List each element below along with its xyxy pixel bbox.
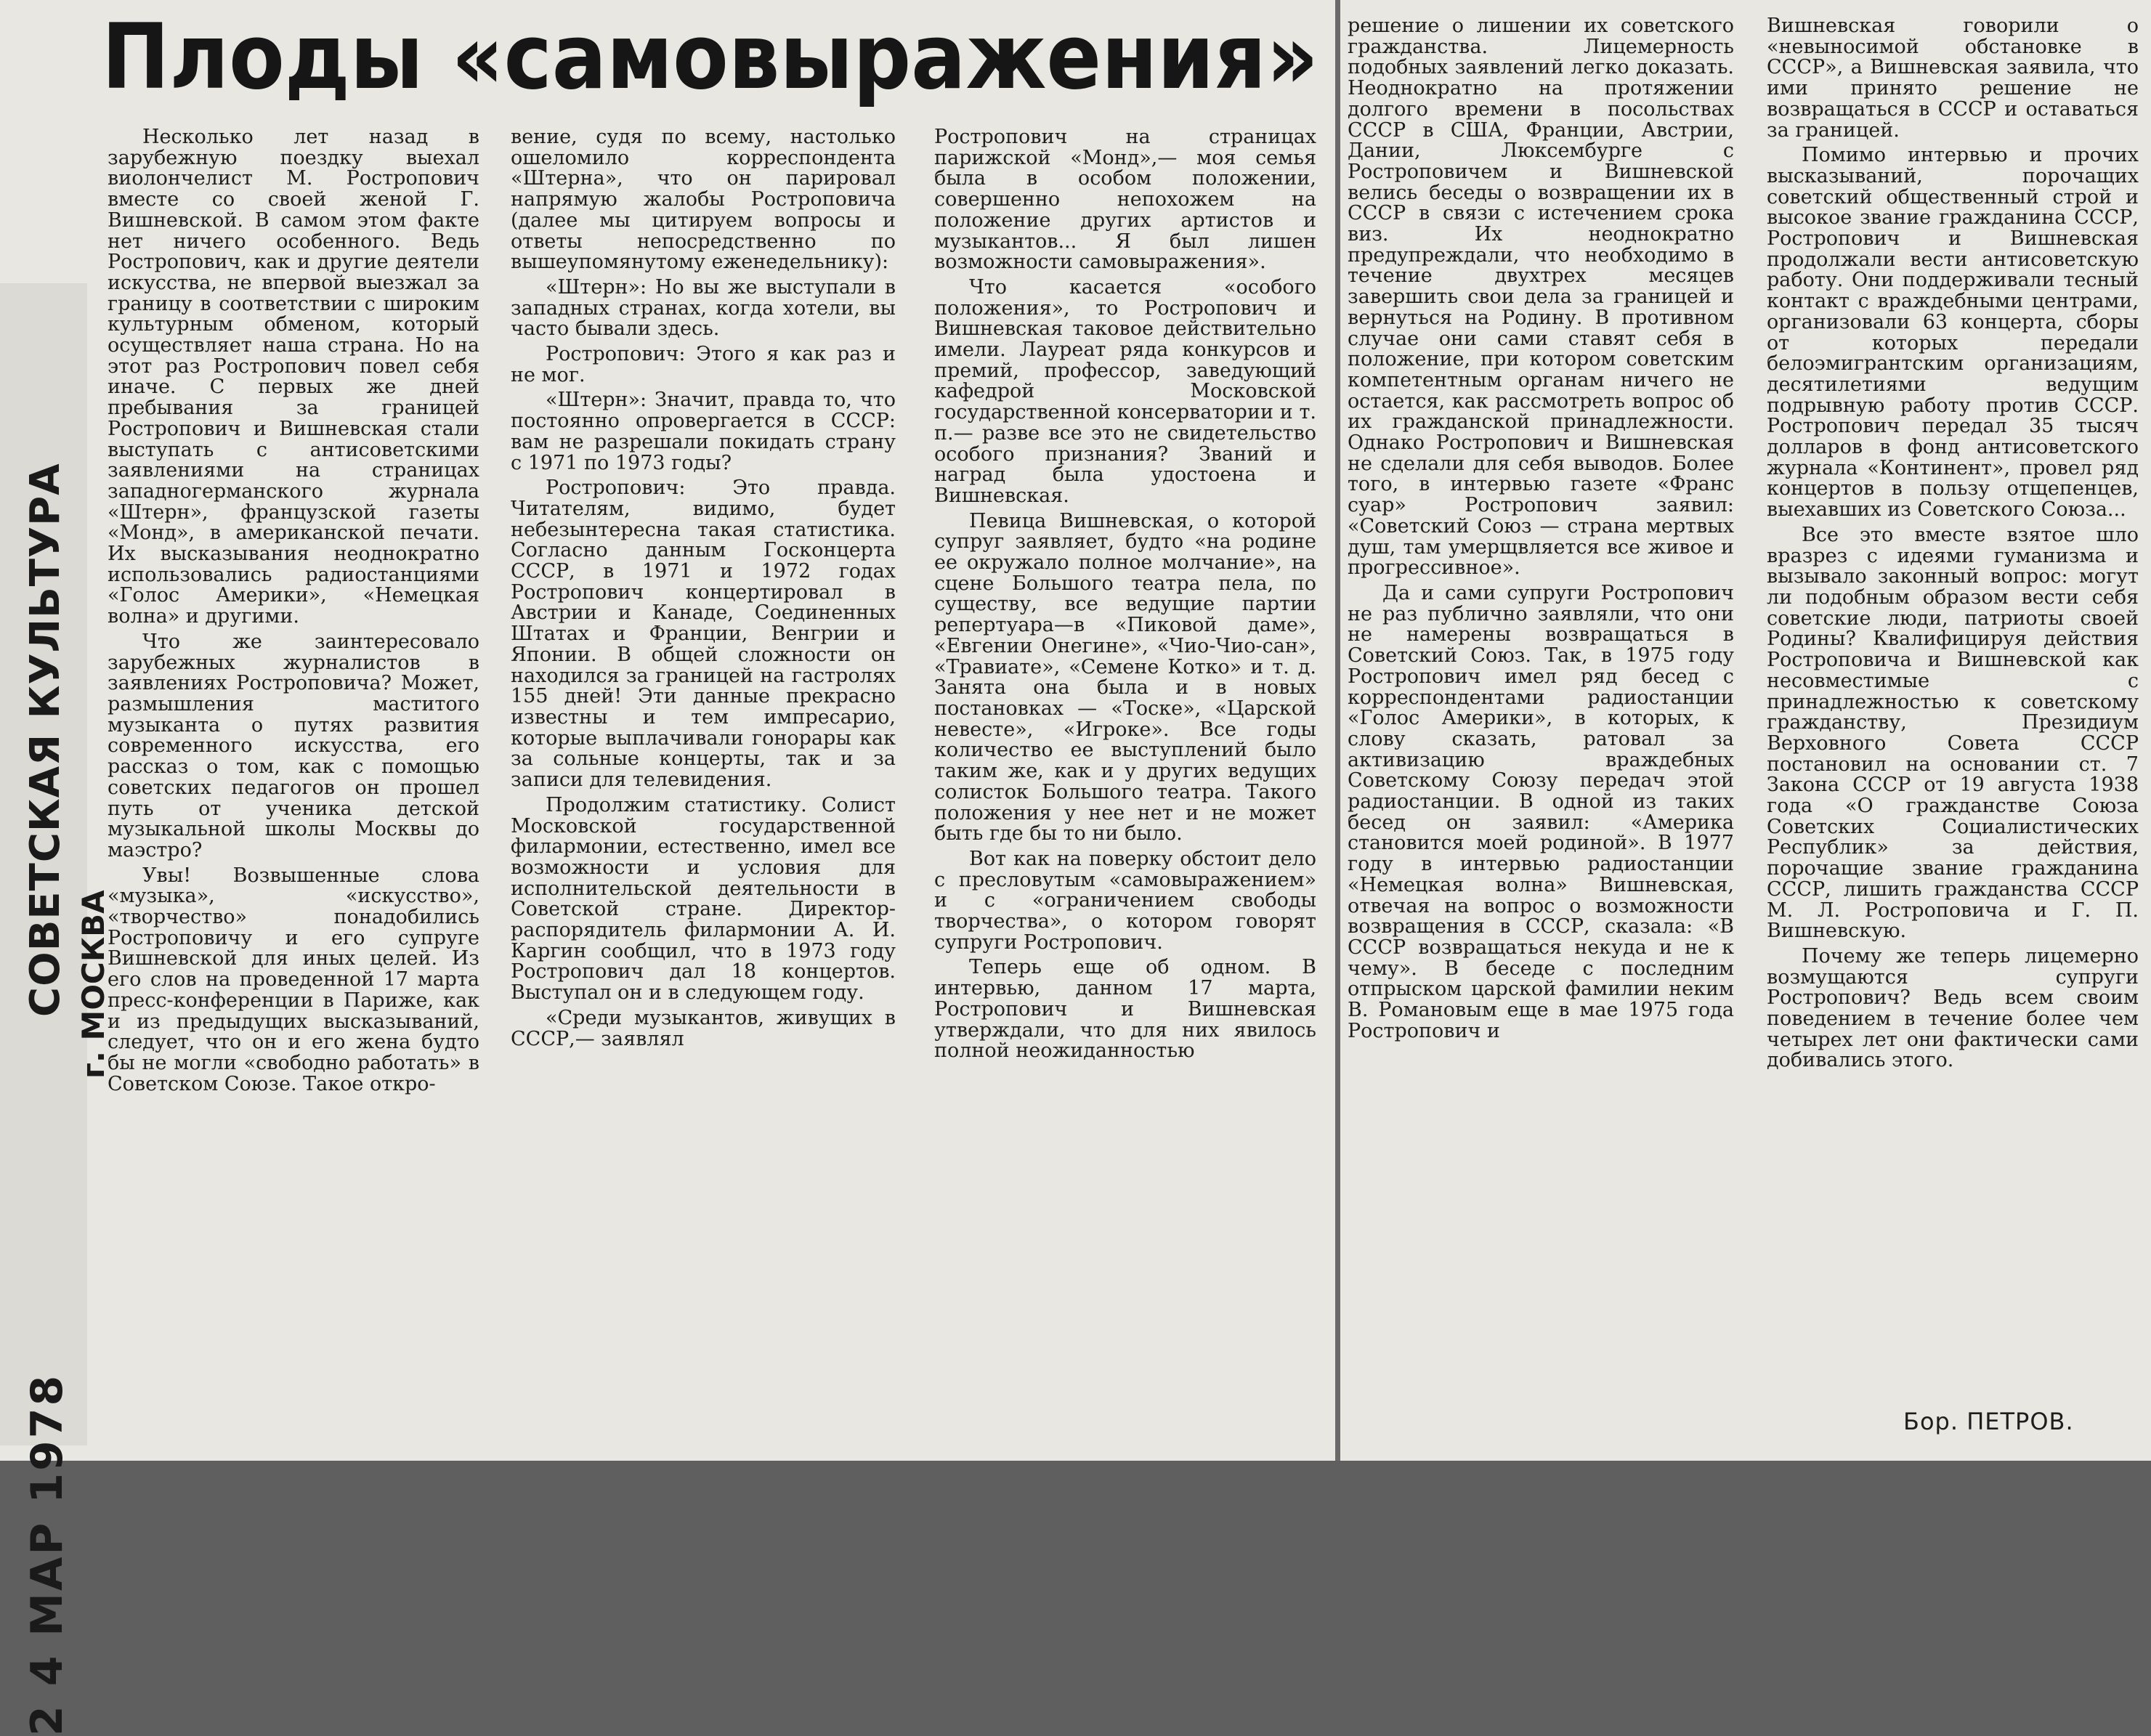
paragraph: Все это вместе взятое шло вразрез с идеями гуманизма и вызывало законный вопрос: могут ли подобным образом вести себя советские люди, патриоты своей Родины? Квалифицируя действия Ростроповича и Вишневской как несовместимые с принадлежностью к советскому гражданству, Президиум Верховного Совета СССР постановил на основании ст. 7 Закона СССР от 19 августа 1938 года «О гражданстве Союза Советских Социалистических Республик» за действия, порочащие звание гражданина СССР, лишить гражданства СССР М. Л. Ростроповича и Г. П. Вишневскую. <box>1767 523 2139 943</box>
paragraph: вение, судя по всему, настолько ошеломило корреспондента «Штерна», что он парировал напрямую жалобы Ростроповича (далее мы цитируем вопросы и ответы непосредственно по вышеупомянутому еженедельнику): <box>511 126 896 274</box>
archive-stamp <box>0 283 111 1736</box>
stamp-newspaper-name: СОВЕТСКАЯ КУЛЬТУРА <box>22 463 69 1017</box>
article-column-1 <box>108 127 479 1095</box>
paragraph: Ростропович: Это правда. Читателям, видимо, будет небезынтересна такая статистика. Согласно данным Госконцерта СССР, в 1971 и 1972 годах Ростропович концертировал в Австрии и Канаде, Соединенных Штатах и Франции, Венгрии и Японии. В общей сложности он находился за границей на гастролях 155 дней! Эти данные прекрасно известны и тем импресарио, которые выплачивали гонорары как за сольные концерты, так и за записи для телевидения. <box>511 476 896 792</box>
paragraph: Помимо интервью и прочих высказываний, порочащих советский общественный строй и высокое звание гражданина СССР, Ростропович и Вишневская продолжали вести антисоветскую работу. Они поддерживали тесный контакт с враждебными центрами, организовали 63 концерта, сборы от которых передали белоэмигрантским организациям, десятилетиями ведущим подрывную работу против СССР. Ростропович передал 35 тысяч долларов в фонд антисоветского журнала «Континент», провел ряд концертов в пользу отщепенцев, выехавших из Советского Союза... <box>1767 144 2139 522</box>
stamp-city: г. МОСКВА <box>76 890 111 1079</box>
stamp-date: 2 4 МАР 1978 <box>22 1373 73 1736</box>
article-column-2 <box>511 127 896 1050</box>
paragraph: Ростропович на страницах парижской «Монд»,— моя семья была в особом положении, совершенно непохожем на положение других артистов и музыкантов... Я был лишен возможности самовыражения». <box>934 126 1316 274</box>
paragraph: Что же заинтересовало зарубежных журналистов в заявлениях Ростроповича? Может, размышления маститого музыканта о путях развития современного искусства, его рассказ о том, как с помощью советских педагогов он прошел путь от ученика детской музыкальной школы Москвы до маэстро? <box>108 630 479 861</box>
paragraph: «Среди музыкантов, живущих в СССР,— заявлял <box>511 1006 896 1050</box>
paragraph: Вишневская говорили о «невыносимой обстановке в СССР», а Вишневская заявила, что ими принято решение не возвращаться в СССР и оставаться за границей. <box>1767 15 2139 142</box>
author-signature: Бор. ПЕТРОВ. <box>1903 1408 2074 1435</box>
paragraph: Певица Вишневская, о которой супруг заявляет, будто «на родине ее окружало полное молчание», на сцене Большого театра пела, по существу, все ведущие партии репертуара—в «Пиковой даме», «Евгении Онегине», «Чио-Чио-сан», «Травиате», «Семене Котко» и т. д. Занята она была и в новых постановках — «Тоске», «Царской невесте», «Игроке». Все годы количество ее выступлений было таким же, как и у других ведущих солисток Большого театра. Такого положения у нее нет и не может быть где бы то ни было. <box>934 509 1316 845</box>
paragraph: Да и сами супруги Ростропович не раз публично заявляли, что они не намерены возвращаться в Советский Союз. Так, в 1975 году Ростропович имел ряд бесед с корреспондентами радиостанции «Голос Америки», в которых, к слову сказать, ратовал за активизацию враждебных Советскому Союзу передач этой радиостанции. В одной из таких бесед он заявил: «Америка становится моей родиной». В 1977 году в интервью радиостанции «Немецкая волна» Вишневская, отвечая на вопрос о возможности возвращения в СССР, сказала: «В СССР возвращаться некуда и не к чему». В беседе с последним отпрыском царской фамилии неким В. Романовым еще в мае 1975 года Ростропович и <box>1348 581 1734 1042</box>
fold-divider <box>1335 0 1340 1461</box>
paragraph: Увы! Возвышенные слова «музыка», «искусство», «творчество» понадобились Ростроповичу и его супруге Вишневской для иных целей. Из его слов на проведенной 17 марта пресс-конференции в Париже, как и из предыдущих высказываний, следует, что он и его жена будто бы не могли «свободно работать» в Советском Союзе. Такое откро- <box>108 864 479 1095</box>
paragraph: Продолжим статистику. Солист Московской государственной филармонии, естественно, имел все возможности и условия для исполнительской деятельности в Советской стране. Директор-распорядитель филармонии А. И. Каргин сообщил, что в 1973 году Ростропович дал 18 концертов. Выступал он и в следующем году. <box>511 793 896 1005</box>
article-column-3 <box>934 127 1316 1062</box>
paragraph: Что касается «особого положения», то Ростропович и Вишневская таковое действительно имели. Лауреат ряда конкурсов и премий, профессор, заведующий кафедрой Московской государственной консерватории и т. п.— разве все это не свидетельство особого признания? Званий и наград была удостоена и Вишневская. <box>934 275 1316 507</box>
paragraph: Вот как на поверку обстоит дело с пресловутым «самовыражением» и с «ограничением свободы творчества», о котором говорят супруги Ростропович. <box>934 847 1316 954</box>
paragraph: «Штерн»: Но вы же выступали в западных странах, когда хотели, вы часто бывали здесь. <box>511 275 896 341</box>
paragraph: «Штерн»: Значит, правда то, что постоянно опровергается в СССР: вам не разрешали покидать страну с 1971 по 1973 годы? <box>511 389 896 474</box>
article-column-4 <box>1348 16 1734 1042</box>
paragraph: Несколько лет назад в зарубежную поездку выехал виолончелист М. Ростропович вместе со своей женой Г. Вишневской. В самом этом факте нет ничего особенного. Ведь Ростропович, как и другие деятели искусства, не впервой выезжал за границу в соответствии с широким культурным обменом, который осуществляет наша страна. Но на этот раз Ростропович повел себя иначе. С первых же дней пребывания за границей Ростропович и Вишневская стали выступать с антисоветскими заявлениями на страницах западногерманского журнала «Штерн», французской газеты «Монд», в американской печати. Их высказывания неоднократно использовались радиостанциями «Голос Америки», «Немецкая волна» и другими. <box>108 126 479 628</box>
article-column-5 <box>1767 16 2139 1071</box>
paragraph: Ростропович: Этого я как раз и не мог. <box>511 343 896 386</box>
paragraph: решение о лишении их советского гражданства. Лицемерность подобных заявлений легко доказать. Неоднократно на протяжении долгого времени в посольствах СССР в США, Франции, Австрии, Дании, Люксембурге с Ростроповичем и Вишневской велись беседы о возвращении их в СССР в связи с истечением срока виз. Их неоднократно предупреждали, что необходимо в течение двухтрех месяцев завершить свои дела за границей и вернуться на Родину. В противном случае они сами ставят себя в положение, при котором советским компетентным органам ничего не остается, как рассмотреть вопрос об их гражданской принадлежности. Однако Ростропович и Вишневская не сделали для себя выводов. Более того, в интервью газете «Франс суар» Ростропович заявил: «Советский Союз — страна мертвых душ, там умерщвляется все живое и прогрессивное». <box>1348 15 1734 580</box>
paragraph: Почему же теперь лицемерно возмущаются супруги Ростропович? Ведь всем своим поведением в течение более чем четырех лет они фактически сами добивались этого. <box>1767 944 2139 1072</box>
paragraph: Теперь еще об одном. В интервью, данном 17 марта, Ростропович и Вишневская утверждали, что для них явилось полной неожиданностью <box>934 956 1316 1063</box>
article-headline: Плоды «самовыражения» <box>102 5 1319 110</box>
